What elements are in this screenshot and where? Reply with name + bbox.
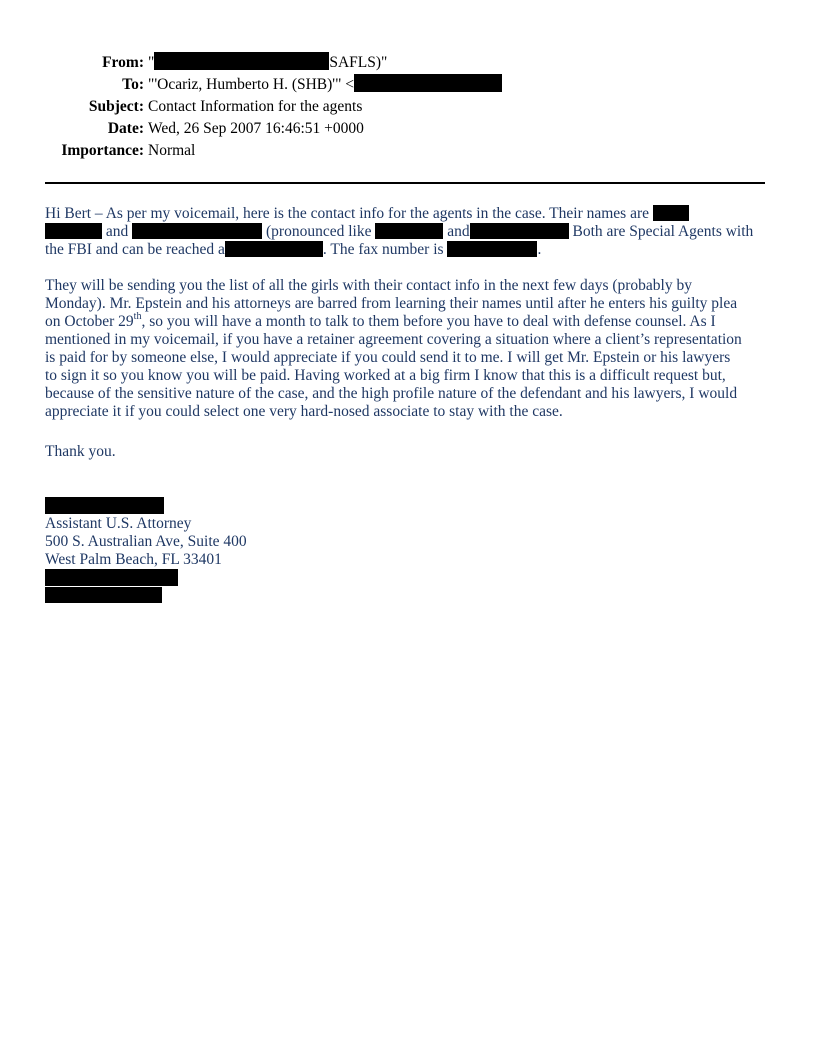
text-line: They will be sending you the list of all the girls with their contact info in the next few days (probably by (45, 277, 692, 294)
signature-address-line-2: West Palm Beach, FL 33401 (45, 551, 222, 568)
text-run: . The fax number is (322, 241, 448, 258)
from-suffix: SAFLS)" (329, 54, 388, 71)
text-line: because of the sensitive nature of the case, and the high profile nature of the defendant and his lawyers, I would (45, 385, 738, 402)
redaction-box (45, 497, 164, 514)
text-run: Hi Bert – As per my voicemail, here is the contact info for the agents in the case. Their names are (45, 205, 650, 222)
subject-label: Subject: (88, 98, 144, 115)
importance-label: Importance: (61, 142, 144, 159)
from-value (148, 52, 387, 74)
to-row (0, 74, 816, 96)
email-paragraph-1 (45, 205, 769, 259)
date-row (0, 118, 816, 140)
text-run: the FBI and can be reached a (45, 241, 225, 258)
subject-value: Contact Information for the agents (148, 98, 363, 115)
importance-value: Normal (148, 142, 196, 159)
from-row (0, 52, 816, 74)
signature-title: Assistant U.S. Attorney (45, 515, 192, 532)
text-line (45, 223, 769, 241)
redaction-box (154, 52, 329, 70)
signature-block (45, 515, 247, 569)
date-value: Wed, 26 Sep 2007 16:46:51 +0000 (148, 120, 364, 137)
text-line (45, 313, 769, 331)
email-paragraph-2 (45, 277, 769, 421)
from-label: From: (102, 54, 144, 71)
text-run: and (443, 223, 470, 240)
redaction-box (45, 587, 162, 603)
text-run: , so you will have a month to talk to them before you have to deal with defense counsel. As I (141, 313, 716, 330)
text-line: Monday). Mr. Epstein and his attorneys are barred from learning their names until after he enters his guilty plea (45, 295, 738, 312)
text-line: mentioned in my voicemail, if you have a retainer agreement covering a situation where a client’s representation (45, 331, 742, 348)
header-divider (45, 182, 765, 184)
closing-text: Thank you. (45, 443, 116, 460)
text-line (45, 205, 769, 223)
text-line: is paid for by someone else, I would appreciate if you could send it to me. I will get Mr. Epstein or his lawyers (45, 349, 731, 366)
to-value (148, 74, 502, 96)
redaction-box (470, 223, 569, 239)
importance-row (0, 140, 816, 162)
redaction-box (354, 74, 502, 92)
to-text: "'Ocariz, Humberto H. (SHB)'" < (148, 76, 355, 93)
signature-address-line-1: 500 S. Australian Ave, Suite 400 (45, 533, 247, 550)
from-prefix: " (148, 54, 155, 71)
redaction-box (653, 205, 689, 221)
redaction-box (375, 223, 443, 239)
redaction-box (447, 241, 537, 257)
subject-row (0, 96, 816, 118)
date-label: Date: (107, 120, 144, 137)
text-run: (pronounced like (262, 223, 376, 240)
text-line (45, 241, 769, 259)
text-run: and (102, 223, 133, 240)
text-run: Both are Special Agents with (568, 223, 754, 240)
closing (45, 443, 769, 461)
text-line: appreciate it if you could select one very hard-nosed associate to stay with the case. (45, 403, 563, 420)
redaction-box (45, 223, 102, 239)
text-run: on October 29 (45, 313, 134, 330)
superscript: th (133, 311, 142, 322)
to-label: To: (122, 76, 144, 93)
text-run: . (537, 241, 542, 258)
text-line: to sign it so you know you will be paid. Having worked at a big firm I know that this is a difficult request but, (45, 367, 726, 384)
redaction-box (132, 223, 262, 239)
redaction-box (45, 569, 178, 586)
redaction-box (225, 241, 323, 257)
